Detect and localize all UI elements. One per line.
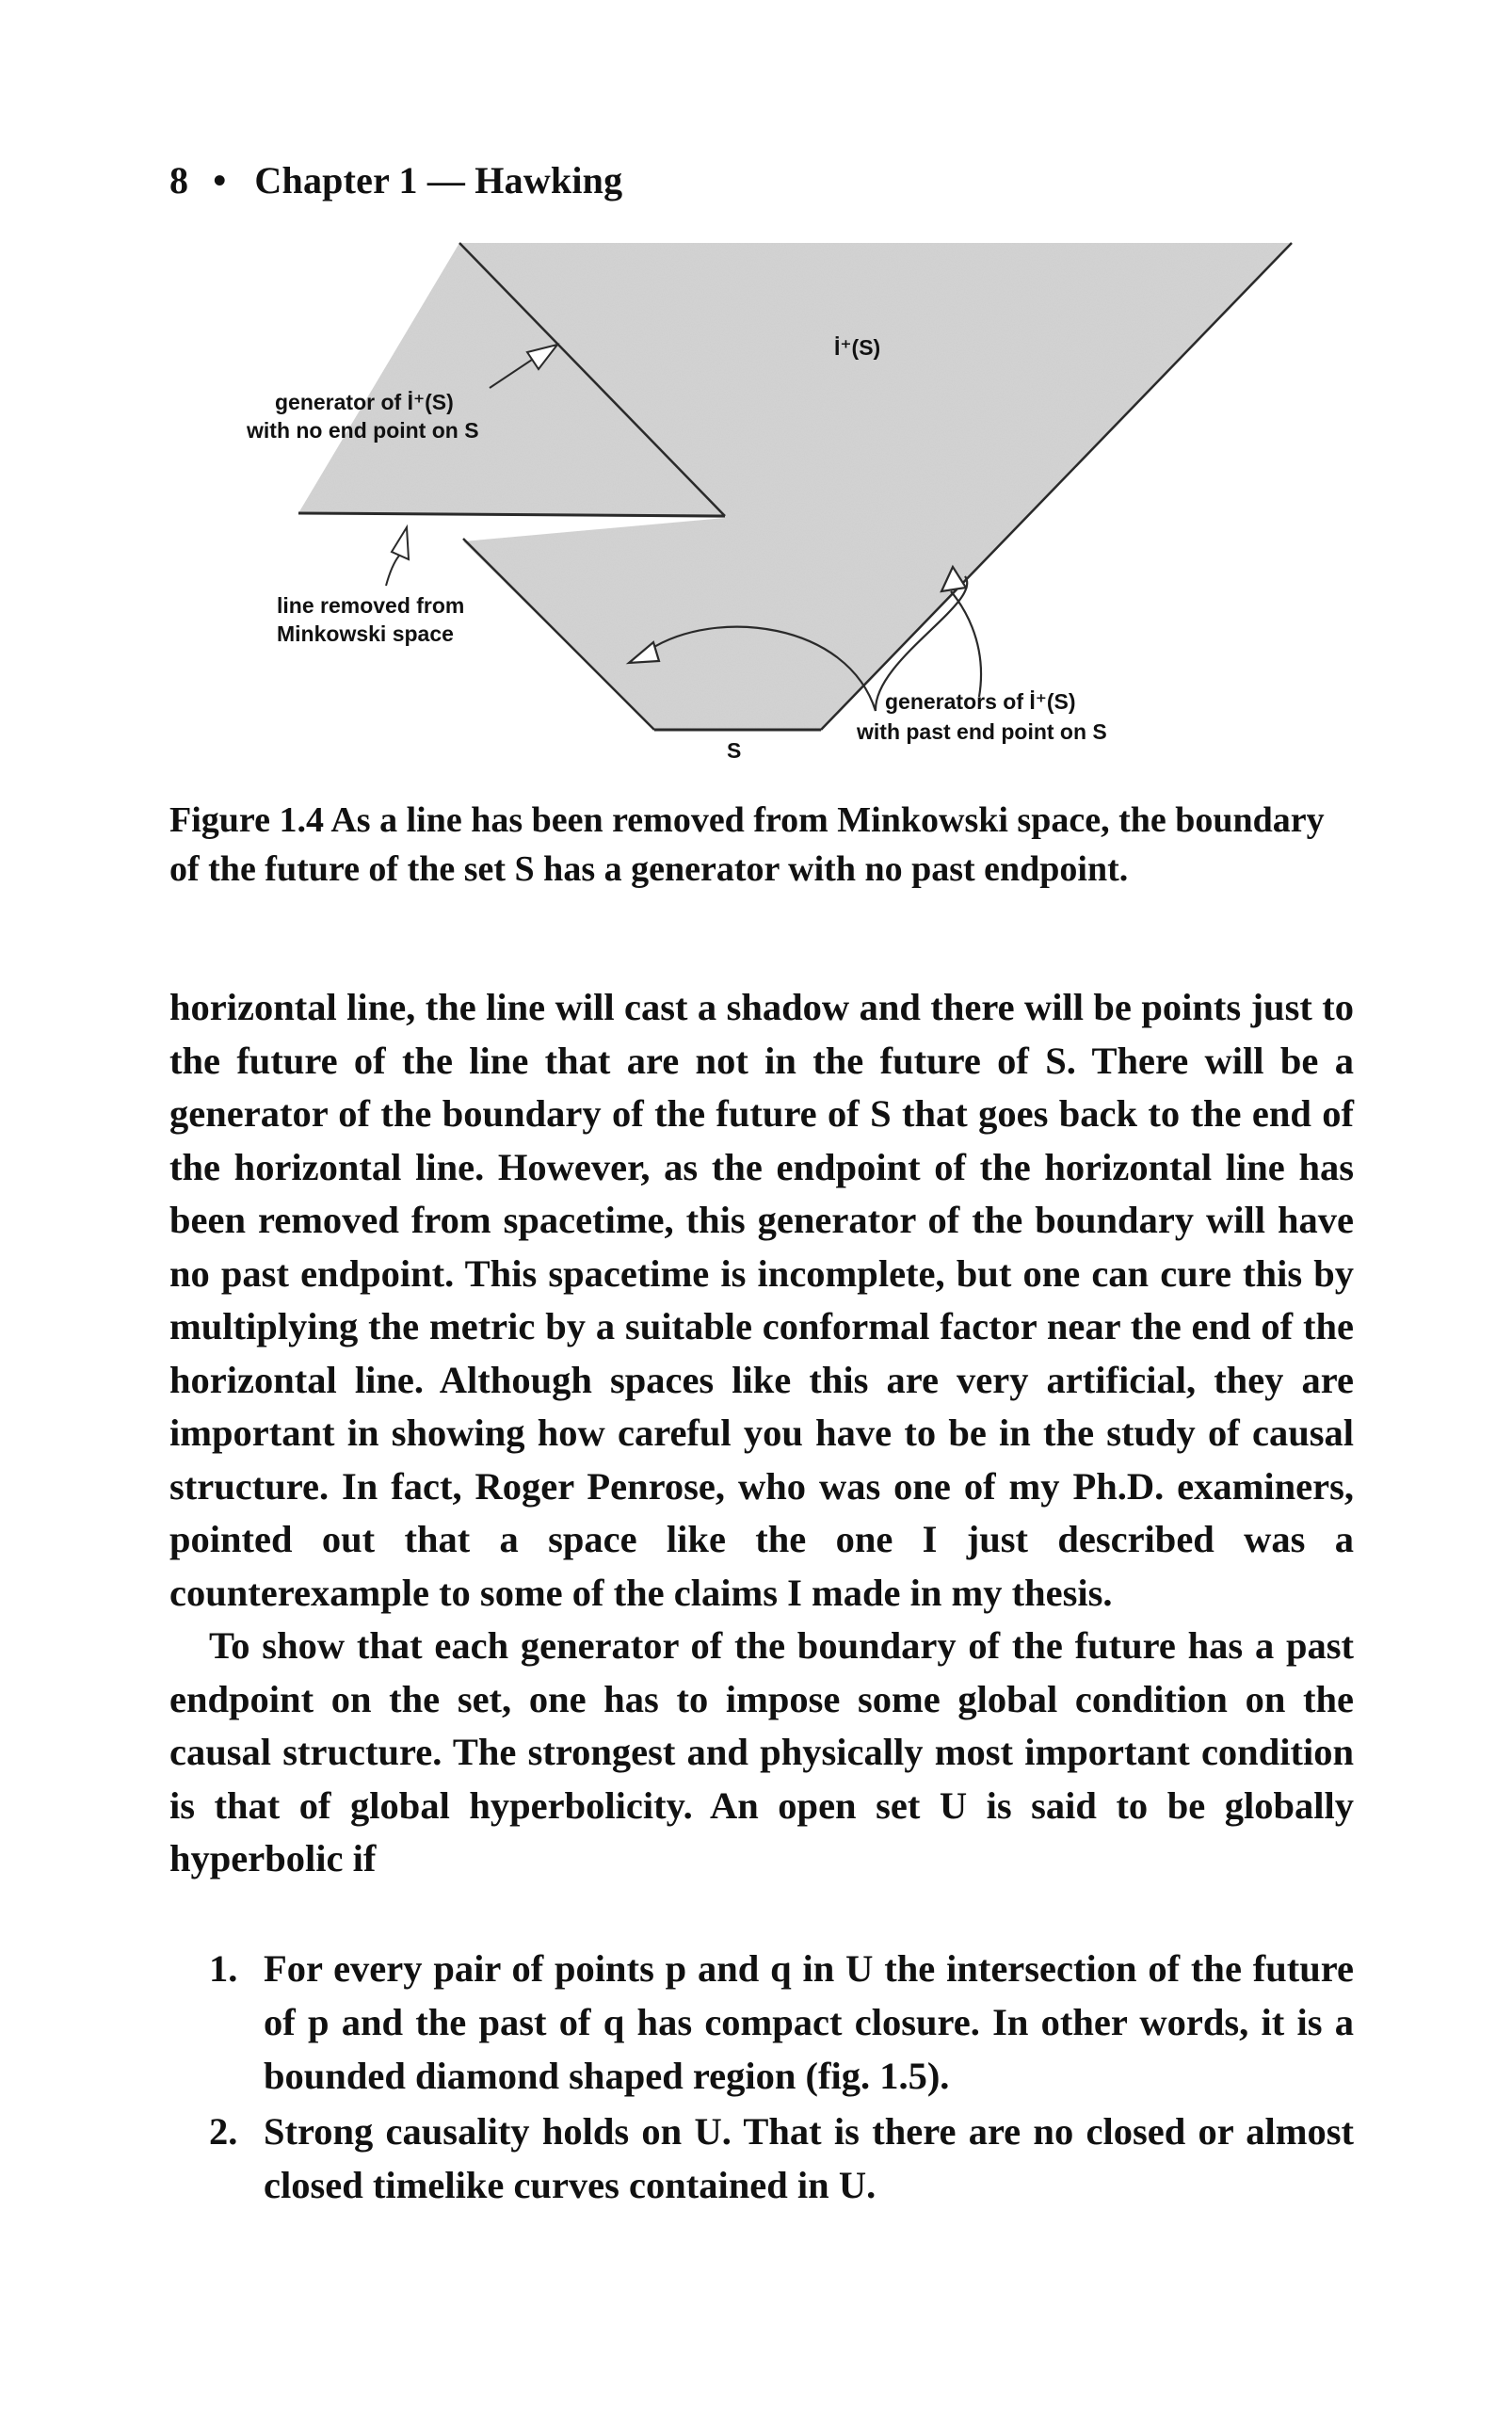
list-number: 2.: [209, 2110, 238, 2153]
label-generators-past-line2: with past end point on S: [857, 719, 1107, 744]
list-number: 1.: [209, 1947, 238, 1990]
label-boundary-future: İ⁺(S): [834, 335, 881, 360]
numbered-list: [209, 1942, 1354, 2214]
list-text: Strong causality holds on U. That is there are no closed or almost closed timelike curves contained in U.: [264, 2110, 1354, 2206]
list-item: [209, 1942, 1354, 2103]
label-set-s: S: [727, 738, 742, 763]
list-item: [209, 2105, 1354, 2212]
page-number: 8: [169, 159, 189, 202]
paragraph-2: To show that each generator of the boundary of the future has a past endpoint on the set, one has to impose some global condition on the causal structure. The strongest and physically most important condition is that of global hyperbolicity. An open set U is said to be globally hyperbolic if: [169, 1624, 1354, 1879]
figure-caption: Figure 1.4 As a line has been removed from Minkowski space, the boundary of the future of the set S has a generator with no past endpoint.: [169, 800, 1325, 889]
list-text: For every pair of points p and q in U the intersection of the future of p and the past of q has compact closure. In other words, it is a bounded diamond shaped region (fig. 1.5).: [264, 1947, 1354, 2097]
figure-diagram: [0, 0, 1512, 782]
label-generators-past-line1: generators of İ⁺(S): [885, 689, 1076, 714]
label-line-removed-line1: line removed from: [277, 593, 465, 618]
label-line-removed-line2: Minkowski space: [277, 621, 454, 646]
label-generator-no-end-line1: generator of İ⁺(S): [275, 390, 454, 414]
paragraph-1: horizontal line, the line will cast a shadow and there will be points just to the future of the line that are not in the future of S. There will be a generator of the boundary of the future of S that goes back to the end of the horizontal line. However, as the endpoint of the horizontal line has been removed from spacetime, this generator of the boundary will have no past endpoint. This spacetime is incomplete, but one can cure this by multiplying the metric by a suitable conformal factor near the end of the horizontal line. Although spaces like this are very artificial, they are important in showing how careful you have to be in the study of causal structure. In fact, Roger Penrose, who was one of my Ph.D. examiners, pointed out that a space like the one I just described was a counterexample to some of the claims I made in my thesis.: [169, 986, 1354, 1614]
header-bullet: •: [213, 159, 227, 202]
body-text: [169, 981, 1354, 1886]
chapter-title: Chapter 1 — Hawking: [254, 159, 623, 202]
figure-1-4: [0, 0, 1512, 782]
future-region: [298, 243, 1292, 730]
arrow-line-removed: [386, 527, 409, 586]
label-generator-no-end-line2: with no end point on S: [247, 418, 479, 443]
